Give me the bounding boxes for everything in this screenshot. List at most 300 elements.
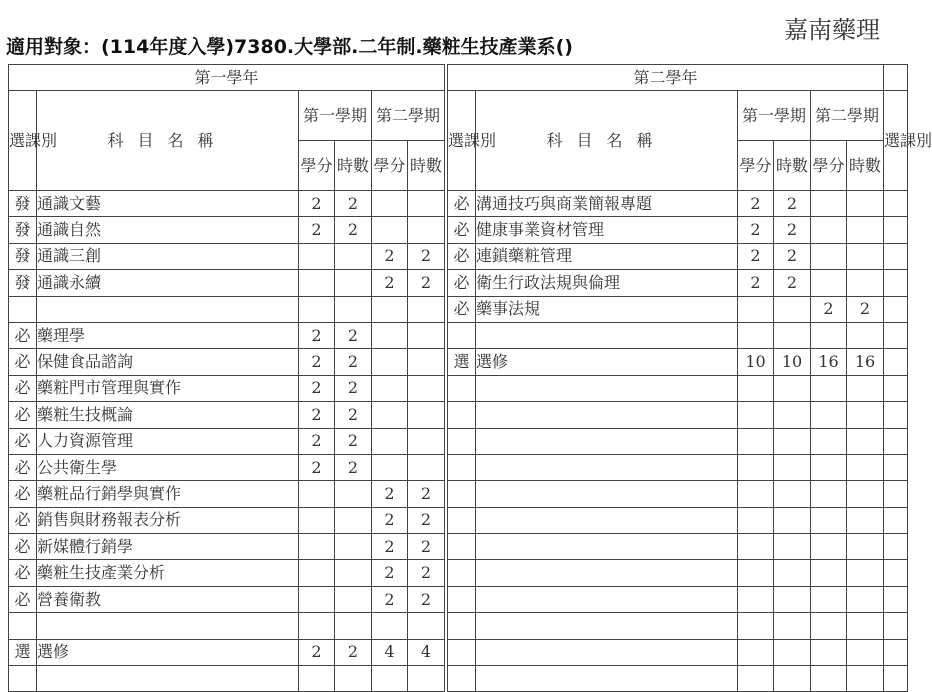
sem2-credits: 2	[372, 270, 408, 296]
course-row	[9, 243, 445, 269]
sem2-credits	[811, 586, 847, 612]
course-name: 藥理學	[37, 322, 299, 348]
course-category: 必	[9, 507, 37, 533]
sem1-hours	[335, 534, 372, 560]
course-category: 選	[9, 639, 37, 665]
sem1-credits: 2	[299, 402, 335, 428]
sem1-hours	[335, 270, 372, 296]
course-row	[9, 296, 445, 322]
course-name	[476, 639, 738, 665]
sem2-credits: 2	[372, 534, 408, 560]
sem1-credits: 2	[299, 349, 335, 375]
sem2-credits	[372, 454, 408, 480]
cropped-cell	[884, 639, 908, 665]
course-name	[37, 613, 299, 639]
sem1-credits	[299, 586, 335, 612]
year2-heading: 第二學年	[448, 65, 884, 91]
course-row	[448, 666, 908, 692]
course-name	[476, 534, 738, 560]
course-name: 選修	[37, 639, 299, 665]
year1-table	[8, 64, 445, 692]
course-name	[476, 666, 738, 692]
sem2-credits: 2	[372, 481, 408, 507]
sem2-credits: 2	[372, 507, 408, 533]
course-name	[476, 586, 738, 612]
sem2-credits	[811, 217, 847, 243]
course-category	[448, 560, 476, 586]
cropped-cell	[884, 217, 908, 243]
sem2-credits	[811, 666, 847, 692]
subject-name-header: 科目名稱	[37, 91, 299, 191]
course-category	[448, 402, 476, 428]
course-name: 藥粧生技產業分析	[37, 560, 299, 586]
course-row	[448, 481, 908, 507]
sem1-hours	[335, 586, 372, 612]
semester2-header: 第二學期	[811, 91, 884, 141]
cropped-cell	[884, 428, 908, 454]
course-name	[476, 481, 738, 507]
cropped-cell	[884, 375, 908, 401]
sem1-credits: 2	[299, 639, 335, 665]
sem2-credits	[811, 375, 847, 401]
sem1-hours: 2	[335, 322, 372, 348]
cropped-cell	[884, 586, 908, 612]
sem2-hours	[847, 613, 884, 639]
sem1-credits: 2	[299, 322, 335, 348]
course-category: 必	[9, 349, 37, 375]
sem1-credits	[738, 639, 774, 665]
course-category	[448, 481, 476, 507]
sem2-hours	[408, 428, 445, 454]
hours-header: 時數	[335, 141, 372, 191]
sem2-hours	[408, 191, 445, 217]
course-name: 人力資源管理	[37, 428, 299, 454]
sem2-credits: 2	[811, 296, 847, 322]
sem2-credits: 4	[372, 639, 408, 665]
sem1-credits	[299, 243, 335, 269]
course-category	[448, 428, 476, 454]
sem1-hours	[774, 402, 811, 428]
course-name: 銷售與財務報表分析	[37, 507, 299, 533]
course-row	[9, 270, 445, 296]
sem1-hours	[774, 666, 811, 692]
sem1-credits	[738, 507, 774, 533]
course-category: 必	[9, 560, 37, 586]
sem1-credits: 2	[299, 428, 335, 454]
sem1-credits	[738, 375, 774, 401]
semester1-header: 第一學期	[299, 91, 372, 141]
sem1-hours	[335, 507, 372, 533]
course-name: 選修	[476, 349, 738, 375]
course-name: 藥粧生技概論	[37, 402, 299, 428]
sem2-credits	[372, 613, 408, 639]
sem1-credits	[738, 322, 774, 348]
course-category	[9, 613, 37, 639]
course-category: 必	[9, 402, 37, 428]
sem2-hours	[408, 296, 445, 322]
sem2-hours	[847, 322, 884, 348]
sem1-hours: 2	[335, 428, 372, 454]
course-row	[448, 296, 908, 322]
sem1-hours	[774, 639, 811, 665]
sem2-credits	[811, 639, 847, 665]
course-category: 必	[448, 191, 476, 217]
sem1-credits	[738, 560, 774, 586]
sem2-credits	[811, 402, 847, 428]
course-row	[448, 217, 908, 243]
course-category: 必	[9, 586, 37, 612]
sem2-credits	[811, 322, 847, 348]
sem2-credits	[811, 270, 847, 296]
course-category	[9, 666, 37, 692]
cropped-cell	[884, 666, 908, 692]
sem2-credits	[372, 296, 408, 322]
course-name: 衛生行政法規與倫理	[476, 270, 738, 296]
course-name	[37, 666, 299, 692]
sem2-hours	[408, 666, 445, 692]
sem2-hours	[847, 639, 884, 665]
sem2-credits: 2	[372, 586, 408, 612]
sem1-credits: 2	[738, 191, 774, 217]
sem2-hours	[847, 507, 884, 533]
course-row	[9, 613, 445, 639]
hours-header: 時數	[408, 141, 445, 191]
sem1-hours: 2	[774, 243, 811, 269]
course-row	[9, 402, 445, 428]
course-name: 保健食品諮詢	[37, 349, 299, 375]
course-name: 藥粧門市管理與實作	[37, 375, 299, 401]
course-row	[9, 454, 445, 480]
course-row	[448, 560, 908, 586]
sem1-hours	[774, 586, 811, 612]
course-name	[476, 454, 738, 480]
sem2-credits	[811, 428, 847, 454]
subject-name-header: 科目名稱	[476, 91, 738, 191]
course-name: 連鎖藥粧管理	[476, 243, 738, 269]
credit-header: 學分	[372, 141, 408, 191]
semester2-header: 第二學期	[372, 91, 445, 141]
sem1-hours: 2	[335, 402, 372, 428]
sem2-credits	[372, 322, 408, 348]
sem1-hours	[774, 454, 811, 480]
course-row	[448, 191, 908, 217]
hours-header: 時數	[847, 141, 884, 191]
sem1-credits	[738, 296, 774, 322]
sem1-credits	[738, 428, 774, 454]
course-row	[9, 349, 445, 375]
sem2-credits	[372, 375, 408, 401]
sem2-hours	[408, 217, 445, 243]
course-name	[476, 560, 738, 586]
sem1-credits: 2	[299, 217, 335, 243]
sem2-hours	[847, 481, 884, 507]
sem2-credits	[372, 191, 408, 217]
course-name: 公共衛生學	[37, 454, 299, 480]
course-category	[448, 586, 476, 612]
sem1-hours	[335, 560, 372, 586]
sem2-hours	[408, 454, 445, 480]
sem1-credits: 2	[738, 217, 774, 243]
course-category: 必	[9, 322, 37, 348]
course-row	[9, 639, 445, 665]
category-header: 選課別	[9, 91, 37, 191]
course-category: 發	[9, 270, 37, 296]
sem1-hours: 2	[335, 191, 372, 217]
sem1-hours: 2	[774, 217, 811, 243]
course-category	[448, 639, 476, 665]
sem1-hours	[774, 534, 811, 560]
sem2-credits: 2	[372, 560, 408, 586]
course-name: 藥事法規	[476, 296, 738, 322]
sem1-credits	[738, 454, 774, 480]
course-category: 必	[9, 428, 37, 454]
course-category	[448, 613, 476, 639]
sem1-credits	[738, 402, 774, 428]
course-category	[448, 507, 476, 533]
sem2-hours: 16	[847, 349, 884, 375]
course-category: 必	[448, 296, 476, 322]
cropped-cell	[884, 402, 908, 428]
year2-table	[447, 64, 932, 692]
sem1-credits	[738, 666, 774, 692]
sem2-hours	[408, 375, 445, 401]
sem2-credits	[811, 613, 847, 639]
sem1-credits: 10	[738, 349, 774, 375]
course-row	[9, 481, 445, 507]
cropped-cell	[884, 560, 908, 586]
sem2-hours	[847, 586, 884, 612]
course-row	[448, 534, 908, 560]
sem2-hours	[847, 217, 884, 243]
sem1-credits	[738, 534, 774, 560]
sem1-hours	[774, 296, 811, 322]
course-row	[448, 349, 908, 375]
school-name: 嘉南藥理	[784, 16, 880, 44]
course-name	[476, 322, 738, 348]
sem1-credits: 2	[299, 375, 335, 401]
course-category: 必	[448, 243, 476, 269]
course-category	[9, 296, 37, 322]
course-name: 通識永續	[37, 270, 299, 296]
course-name: 健康事業資材管理	[476, 217, 738, 243]
sem1-credits	[299, 560, 335, 586]
sem1-credits	[299, 507, 335, 533]
course-category: 必	[448, 217, 476, 243]
sem2-hours	[847, 428, 884, 454]
course-category: 發	[9, 217, 37, 243]
course-row	[448, 322, 908, 348]
course-row	[448, 243, 908, 269]
course-row	[448, 613, 908, 639]
course-row	[9, 191, 445, 217]
course-row	[448, 402, 908, 428]
sem2-hours	[847, 191, 884, 217]
cropped-cell	[884, 613, 908, 639]
sem2-credits	[372, 402, 408, 428]
sem2-credits: 16	[811, 349, 847, 375]
sem2-hours	[847, 243, 884, 269]
sem1-hours	[774, 613, 811, 639]
sem2-credits	[372, 349, 408, 375]
course-category: 必	[9, 454, 37, 480]
year2-overflow-cell	[884, 65, 908, 91]
sem1-credits	[299, 613, 335, 639]
sem1-credits	[299, 270, 335, 296]
course-name	[476, 428, 738, 454]
course-category	[448, 375, 476, 401]
course-row	[9, 534, 445, 560]
sem2-credits	[372, 666, 408, 692]
sem2-hours: 2	[408, 560, 445, 586]
course-row	[448, 639, 908, 665]
year1-heading: 第一學年	[9, 65, 445, 91]
course-row	[9, 666, 445, 692]
course-category: 發	[9, 243, 37, 269]
sem1-hours	[774, 481, 811, 507]
sem1-credits	[738, 613, 774, 639]
sem2-credits	[811, 481, 847, 507]
sem1-credits	[299, 666, 335, 692]
credit-header: 學分	[299, 141, 335, 191]
sem1-credits	[738, 481, 774, 507]
course-name: 通識自然	[37, 217, 299, 243]
course-category: 必	[448, 270, 476, 296]
sem2-hours	[847, 454, 884, 480]
course-row	[9, 586, 445, 612]
sem1-hours	[335, 613, 372, 639]
cropped-cell	[884, 349, 908, 375]
sem2-credits	[811, 191, 847, 217]
sem2-credits	[811, 507, 847, 533]
cropped-cell	[884, 322, 908, 348]
course-row	[448, 270, 908, 296]
sem1-hours: 2	[335, 217, 372, 243]
sem2-hours: 4	[408, 639, 445, 665]
course-name	[476, 375, 738, 401]
sem2-hours	[847, 270, 884, 296]
course-name: 通識文藝	[37, 191, 299, 217]
course-category	[448, 454, 476, 480]
sem1-hours: 2	[335, 639, 372, 665]
cropped-cell	[884, 454, 908, 480]
category-header-cropped: 選課別	[884, 91, 908, 191]
course-row	[9, 560, 445, 586]
course-category: 必	[9, 481, 37, 507]
cropped-cell	[884, 507, 908, 533]
course-row	[9, 428, 445, 454]
course-category: 選	[448, 349, 476, 375]
sem2-hours	[847, 375, 884, 401]
sem1-hours: 2	[774, 191, 811, 217]
sem1-hours	[335, 243, 372, 269]
sem1-hours: 2	[335, 349, 372, 375]
course-name	[476, 613, 738, 639]
cropped-cell	[884, 191, 908, 217]
sem2-hours	[408, 613, 445, 639]
cropped-cell	[884, 296, 908, 322]
sem1-hours	[774, 375, 811, 401]
sem1-credits: 2	[738, 243, 774, 269]
course-name	[476, 507, 738, 533]
sem2-hours: 2	[408, 243, 445, 269]
sem1-credits: 2	[738, 270, 774, 296]
course-name	[37, 296, 299, 322]
sem2-hours	[408, 322, 445, 348]
category-header: 選課別	[448, 91, 476, 191]
course-category	[448, 666, 476, 692]
sem1-hours: 2	[335, 375, 372, 401]
cropped-cell	[884, 481, 908, 507]
sem2-hours: 2	[408, 507, 445, 533]
sem1-hours	[774, 507, 811, 533]
credit-header: 學分	[811, 141, 847, 191]
sem2-hours	[408, 402, 445, 428]
sem2-hours: 2	[408, 586, 445, 612]
course-row	[448, 454, 908, 480]
sem2-credits: 2	[372, 243, 408, 269]
sem2-hours: 2	[408, 534, 445, 560]
course-name: 通識三創	[37, 243, 299, 269]
course-name	[476, 402, 738, 428]
sem1-credits	[299, 296, 335, 322]
course-row	[9, 375, 445, 401]
course-category: 發	[9, 191, 37, 217]
sem2-hours	[847, 534, 884, 560]
course-name: 藥粧品行銷學與實作	[37, 481, 299, 507]
course-name: 營養衛教	[37, 586, 299, 612]
course-row	[448, 428, 908, 454]
course-category: 必	[9, 375, 37, 401]
cropped-cell	[884, 270, 908, 296]
sem2-hours	[408, 349, 445, 375]
sem1-credits: 2	[299, 454, 335, 480]
course-category: 必	[9, 534, 37, 560]
sem1-credits: 2	[299, 191, 335, 217]
sem2-credits	[811, 560, 847, 586]
sem2-hours	[847, 402, 884, 428]
sem1-hours	[335, 481, 372, 507]
credit-header: 學分	[738, 141, 774, 191]
cropped-cell	[884, 243, 908, 269]
sem1-hours	[335, 296, 372, 322]
course-row	[9, 217, 445, 243]
sem2-credits	[811, 243, 847, 269]
sem1-hours: 2	[335, 454, 372, 480]
sem2-credits	[811, 534, 847, 560]
sem2-hours: 2	[408, 270, 445, 296]
sem1-hours: 2	[774, 270, 811, 296]
hours-header: 時數	[774, 141, 811, 191]
semester1-header: 第一學期	[738, 91, 811, 141]
sem1-hours: 10	[774, 349, 811, 375]
course-category	[448, 534, 476, 560]
sem2-hours	[847, 666, 884, 692]
course-row	[448, 375, 908, 401]
cropped-cell	[884, 534, 908, 560]
sem2-credits	[372, 428, 408, 454]
sem2-hours	[847, 560, 884, 586]
course-name: 新媒體行銷學	[37, 534, 299, 560]
sem2-hours: 2	[847, 296, 884, 322]
course-row	[9, 507, 445, 533]
course-row	[448, 586, 908, 612]
sem1-hours	[774, 428, 811, 454]
course-name: 溝通技巧與商業簡報專題	[476, 191, 738, 217]
course-row	[9, 322, 445, 348]
sem1-hours	[774, 560, 811, 586]
page-title: 適用對象：(114年度入學)7380.大學部.二年制.藥粧生技產業系()	[6, 36, 573, 58]
sem2-credits	[372, 217, 408, 243]
